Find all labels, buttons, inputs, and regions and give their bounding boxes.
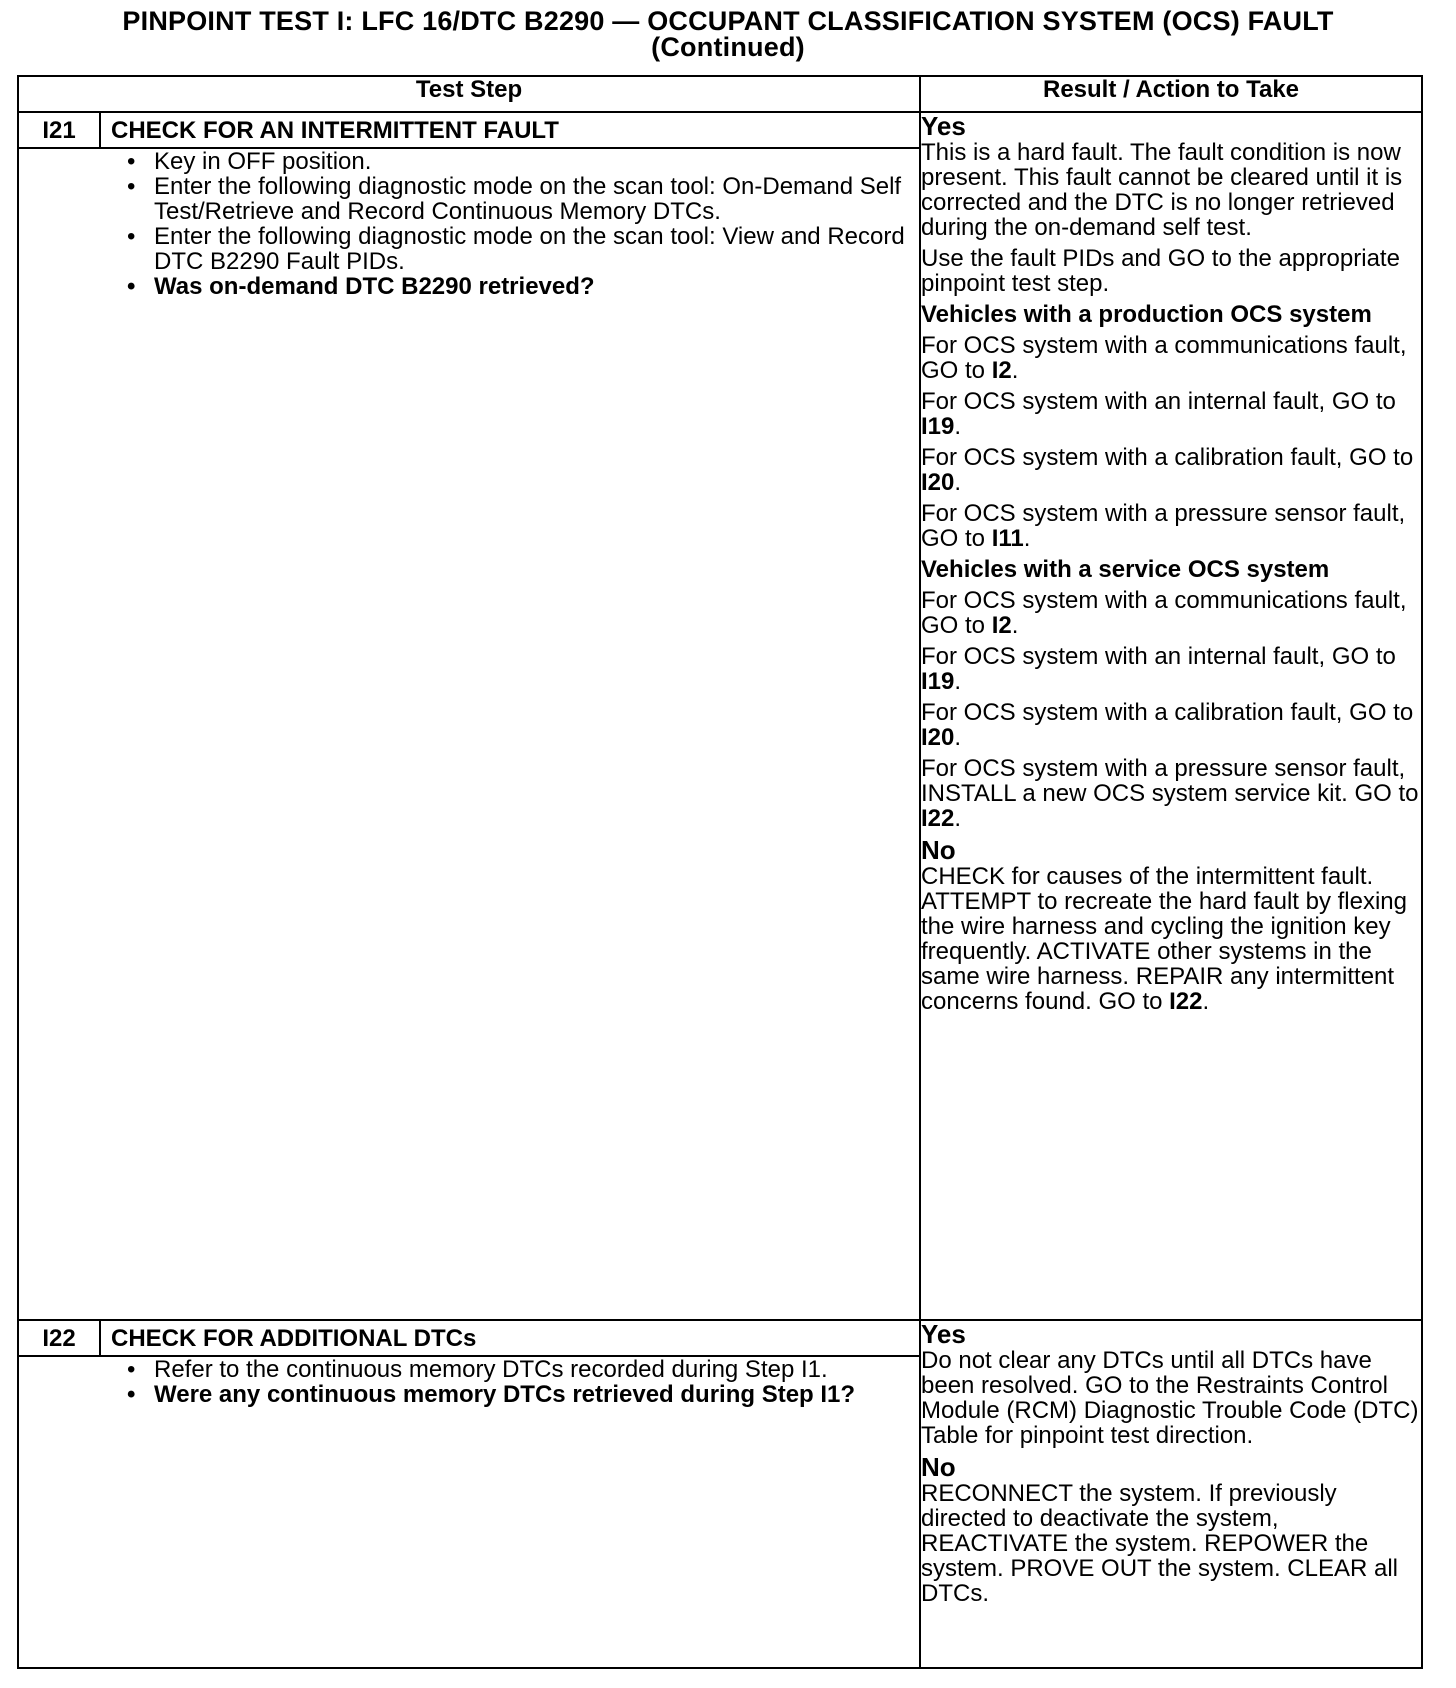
list-item: • Key in OFF position. bbox=[127, 148, 372, 175]
instruction-list bbox=[19, 149, 919, 299]
step-ref-link: I2 bbox=[991, 357, 1012, 384]
no-text: CHECK for causes of the intermittent fault. ATTEMPT to recreate the hard fault by flexing the wire harness and cycling the ignition key frequently. ACTIVATE other systems in the same wire harness. REPAIR any intermittent concerns found. GO to I22. bbox=[921, 863, 1407, 1015]
service-action-pressure: For OCS system with a pressure sensor fault, INSTALL a new OCS system service kit. GO to I22. bbox=[921, 755, 1419, 832]
yes-label: Yes bbox=[921, 111, 966, 141]
title-line-2: (Continued) bbox=[651, 32, 805, 62]
bullet-icon: • bbox=[127, 148, 136, 175]
service-heading: Vehicles with a service OCS system bbox=[921, 556, 1330, 583]
step-number: I22 bbox=[18, 1320, 100, 1356]
yes-label: Yes bbox=[921, 1319, 966, 1350]
bullet-icon: • bbox=[127, 273, 136, 300]
production-action-calibration: For OCS system with a calibration fault, GO to I20. bbox=[921, 444, 1414, 496]
list-item-question: • Was on-demand DTC B2290 retrieved? bbox=[127, 273, 595, 300]
header-test-step: Test Step bbox=[18, 76, 920, 112]
production-action-internal: For OCS system with an internal fault, GO to I19. bbox=[921, 388, 1396, 440]
bullet-icon: • bbox=[127, 1381, 136, 1409]
list-item: • Refer to the continuous memory DTCs recorded during Step I1. bbox=[127, 1356, 828, 1384]
list-item: • Enter the following diagnostic mode on the scan tool: View and Record DTC B2290 Fault PIDs. bbox=[127, 223, 905, 275]
yes-text-2: Use the fault PIDs and GO to the appropriate pinpoint test step. bbox=[921, 245, 1400, 297]
page-title bbox=[0, 8, 1456, 60]
table-header-row bbox=[18, 76, 1422, 112]
bullet-icon: • bbox=[127, 223, 136, 250]
no-label: No bbox=[921, 835, 956, 865]
instruction-list bbox=[19, 1357, 919, 1407]
production-action-comm: For OCS system with a communications fault, GO to I2. bbox=[921, 332, 1407, 384]
step-ref-link: I20 bbox=[921, 724, 955, 751]
service-action-calibration: For OCS system with a calibration fault, GO to I20. bbox=[921, 699, 1414, 751]
header-result-action: Result / Action to Take bbox=[920, 76, 1422, 112]
step-ref-link: I11 bbox=[991, 525, 1024, 552]
step-number: I21 bbox=[18, 112, 100, 148]
step-i22-result-cell bbox=[920, 1320, 1422, 1668]
step-ref-link: I2 bbox=[991, 612, 1012, 639]
step-ref-link: I22 bbox=[1169, 988, 1203, 1015]
pinpoint-test-table bbox=[17, 75, 1423, 1669]
bullet-icon: • bbox=[127, 1356, 136, 1384]
no-text: RECONNECT the system. If previously directed to deactivate the system, REACTIVATE the system. REPOWER the system. PROVE OUT the system. CLEAR all DTCs. bbox=[921, 1480, 1399, 1608]
yes-text: This is a hard fault. The fault condition is now present. This fault cannot be cleared until it is corrected and the DTC is no longer retrieved during the on-demand self test. bbox=[921, 139, 1403, 241]
step-i21-result-cell bbox=[920, 112, 1422, 1320]
list-item: • Enter the following diagnostic mode on the scan tool: On-Demand Self Test/Retrieve and Record Continuous Memory DTCs. bbox=[127, 173, 902, 225]
service-action-internal: For OCS system with an internal fault, GO to I19. bbox=[921, 643, 1396, 695]
step-ref-link: I19 bbox=[921, 413, 955, 440]
step-ref-link: I20 bbox=[921, 469, 955, 496]
step-i22-instructions bbox=[18, 1356, 920, 1668]
step-ref-link: I22 bbox=[921, 805, 955, 832]
step-title: CHECK FOR AN INTERMITTENT FAULT bbox=[100, 112, 920, 148]
step-i21-title-row bbox=[18, 112, 1422, 148]
service-action-comm: For OCS system with a communications fault, GO to I2. bbox=[921, 587, 1407, 639]
bullet-icon: • bbox=[127, 173, 136, 200]
yes-text: Do not clear any DTCs until all DTCs have been resolved. GO to the Restraints Control Module (RCM) Diagnostic Trouble Code (DTC) Table for pinpoint test direction. bbox=[921, 1347, 1419, 1450]
step-title: CHECK FOR ADDITIONAL DTCs bbox=[100, 1320, 920, 1356]
no-label: No bbox=[921, 1452, 956, 1483]
step-i22-title-row bbox=[18, 1320, 1422, 1356]
production-action-pressure: For OCS system with a pressure sensor fault, GO to I11. bbox=[921, 500, 1406, 552]
list-item-question: • Were any continuous memory DTCs retrieved during Step I1? bbox=[127, 1381, 856, 1409]
title-line-1: PINPOINT TEST I: LFC 16/DTC B2290 — OCCUPANT CLASSIFICATION SYSTEM (OCS) FAULT bbox=[122, 6, 1334, 36]
step-ref-link: I19 bbox=[921, 668, 955, 695]
production-heading: Vehicles with a production OCS system bbox=[921, 301, 1372, 328]
step-i21-instructions bbox=[18, 148, 920, 1320]
